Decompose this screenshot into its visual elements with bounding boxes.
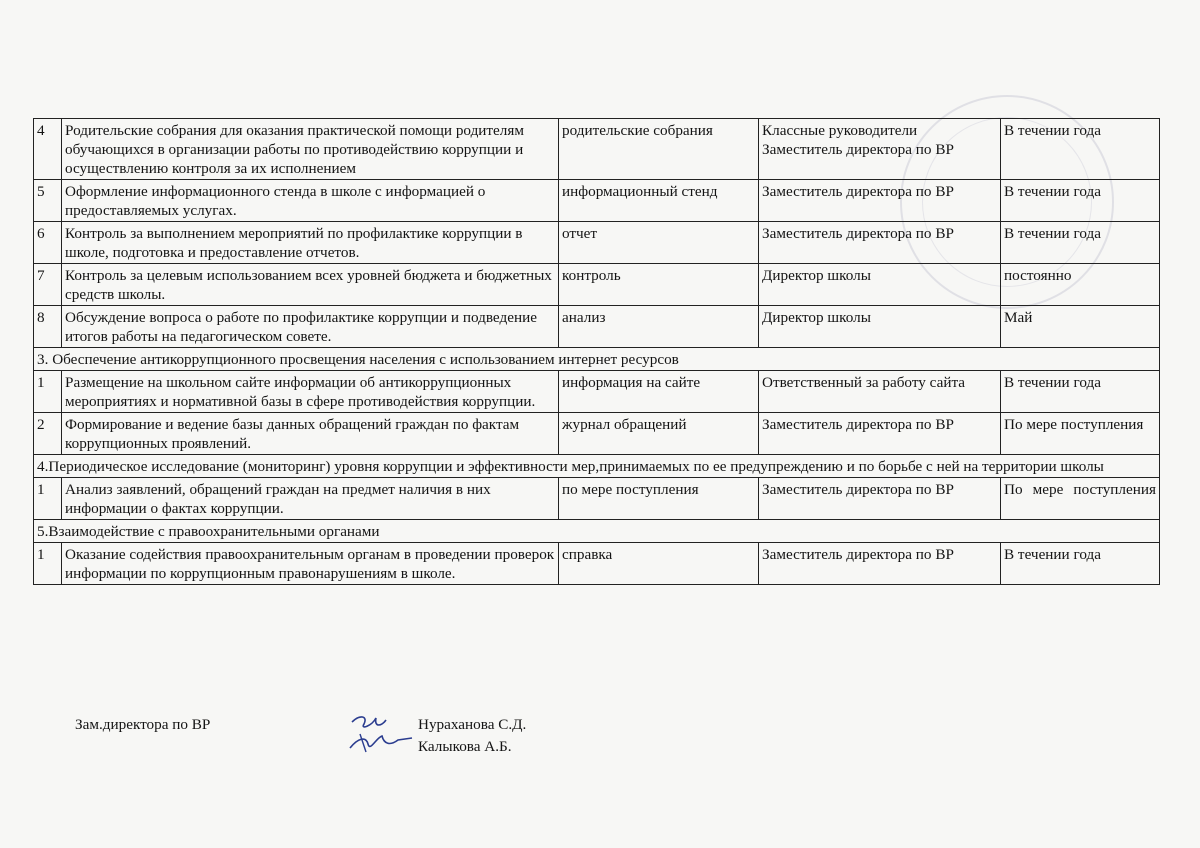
responsible-cell: Заместитель директора по ВР [759,478,1001,520]
table-row [34,478,1160,520]
row-number: 4 [34,119,62,180]
responsible-cell: Заместитель директора по ВР [759,543,1001,585]
table-row [34,180,1160,222]
section-heading-4: 4.Периодическое исследование (мониторинг) уровня коррупции и эффективности мер,принимаемых по ее предупреждению и по борьбе с ней на территории школы [34,455,1160,478]
responsible-cell: Заместитель директора по ВР [759,180,1001,222]
event-cell: Оформление информационного стенда в школе с информацией о предоставляемых услугах. [62,180,559,222]
signature-name-1: Нураханова С.Д. [418,716,527,733]
deadline-cell: постоянно [1001,264,1160,306]
responsible-cell: Директор школы [759,264,1001,306]
form-cell: контроль [559,264,759,306]
responsible-cell: Классные руководители Заместитель директора по ВР [759,119,1001,180]
form-cell: информация на сайте [559,371,759,413]
form-cell: информационный стенд [559,180,759,222]
deadline-cell: В течении года [1001,180,1160,222]
row-number: 1 [34,543,62,585]
section-heading-3: 3. Обеспечение антикоррупционного просвещения населения с использованием интернет ресурсов [34,348,1160,371]
table-row [34,306,1160,348]
section-row [34,348,1160,371]
row-number: 1 [34,478,62,520]
event-cell: Контроль за целевым использованием всех уровней бюджета и бюджетных средств школы. [62,264,559,306]
event-cell: Контроль за выполнением мероприятий по профилактике коррупции в школе, подготовка и предоставление отчетов. [62,222,559,264]
table-row [34,413,1160,455]
row-number: 7 [34,264,62,306]
deadline-cell: По мере поступления [1001,478,1160,520]
handwritten-signature [346,708,416,758]
table-row [34,264,1160,306]
event-cell: Формирование и ведение базы данных обращений граждан по фактам коррупционных проявлений. [62,413,559,455]
deadline-cell: В течении года [1001,371,1160,413]
responsible-cell: Ответственный за работу сайта [759,371,1001,413]
deadline-cell: В течении года [1001,222,1160,264]
table-row [34,543,1160,585]
deadline-cell: Май [1001,306,1160,348]
responsible-cell: Заместитель директора по ВР [759,413,1001,455]
anticorruption-plan-table [33,118,1160,585]
row-number: 6 [34,222,62,264]
section-row [34,520,1160,543]
form-cell: отчет [559,222,759,264]
responsible-cell: Заместитель директора по ВР [759,222,1001,264]
event-cell: Оказание содействия правоохранительным органам в проведении проверок информации по коррупционным правонарушениям в школе. [62,543,559,585]
form-cell: анализ [559,306,759,348]
section-heading-5: 5.Взаимодействие с правоохранительными органами [34,520,1160,543]
table-row [34,119,1160,180]
table-row [34,222,1160,264]
signature-position: Зам.директора по ВР [75,716,211,733]
deadline-cell: По мере поступления [1001,413,1160,455]
signature-name-2: Калыкова А.Б. [418,738,512,755]
event-cell: Анализ заявлений, обращений граждан на предмет наличия в них информации о фактах коррупции. [62,478,559,520]
responsible-cell: Директор школы [759,306,1001,348]
event-cell: Обсуждение вопроса о работе по профилактике коррупции и подведение итогов работы на педагогическом совете. [62,306,559,348]
row-number: 5 [34,180,62,222]
form-cell: справка [559,543,759,585]
row-number: 8 [34,306,62,348]
event-cell: Размещение на школьном сайте информации об антикоррупционных мероприятиях и нормативной базы в сфере противодействия коррупции. [62,371,559,413]
deadline-cell: В течении года [1001,543,1160,585]
row-number: 2 [34,413,62,455]
form-cell: журнал обращений [559,413,759,455]
table-row [34,371,1160,413]
section-row [34,455,1160,478]
form-cell: по мере поступления [559,478,759,520]
form-cell: родительские собрания [559,119,759,180]
row-number: 1 [34,371,62,413]
event-cell: Родительские собрания для оказания практической помощи родителям обучающихся в организации работы по противодействию коррупции и осуществлению контроля за их исполнением [62,119,559,180]
deadline-cell: В течении года [1001,119,1160,180]
